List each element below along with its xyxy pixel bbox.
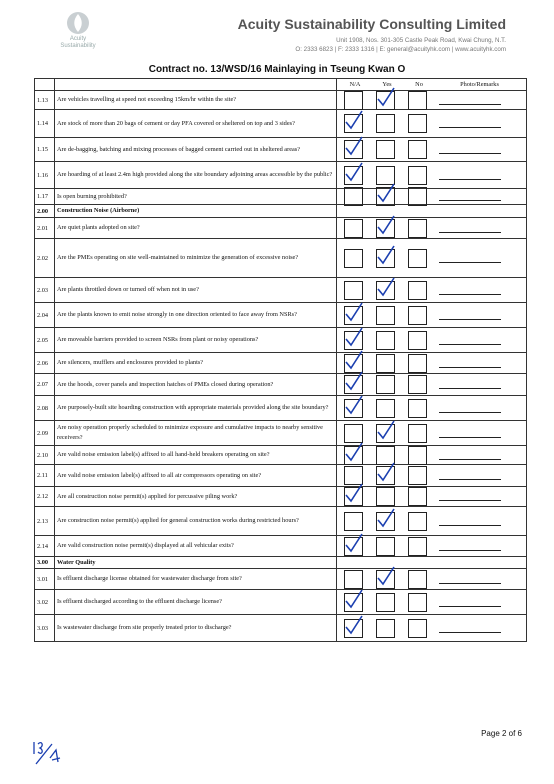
item-number: 2.02: [35, 239, 55, 278]
checkbox-na[interactable]: [344, 187, 363, 206]
table-row: [35, 590, 527, 615]
answer-cell: [337, 328, 527, 353]
checkbox-na[interactable]: [344, 219, 363, 238]
table-row: [35, 91, 527, 110]
checkbox-na[interactable]: [344, 593, 363, 612]
table-row: [35, 421, 527, 446]
table-header-row: [35, 79, 527, 91]
checklist-body: [35, 91, 527, 642]
question-text: Are noisy operation properly scheduled to minimize exposure and cumulative impacts to nearby sensitive receivers?: [55, 421, 337, 446]
table-row: [35, 239, 527, 278]
question-text: Are the PMEs operating on site well-maintained to minimize the generation of excessive noise?: [55, 239, 337, 278]
answer-cell: [337, 189, 527, 205]
remarks-line[interactable]: [439, 359, 501, 368]
table-row: [35, 569, 527, 590]
checkbox-yes[interactable]: [376, 331, 395, 350]
table-row: [35, 303, 527, 328]
checkbox-na[interactable]: [344, 91, 363, 110]
header-question: [55, 79, 337, 91]
table-row: [35, 189, 527, 205]
checkbox-na[interactable]: [344, 166, 363, 185]
page-number: Page 2 of 6: [481, 729, 522, 738]
question-text: Are all construction noise permit(s) applied for percussive piling work?: [55, 487, 337, 507]
answer-cell: [337, 569, 527, 590]
checkbox-no-answer[interactable]: [408, 91, 427, 110]
remarks-line[interactable]: [439, 542, 501, 551]
checkbox-no-answer[interactable]: [408, 466, 427, 485]
checkbox-no-answer[interactable]: [408, 619, 427, 638]
table-row: [35, 278, 527, 303]
checkbox-yes[interactable]: [376, 570, 395, 589]
checkbox-na[interactable]: [344, 375, 363, 394]
checkbox-na[interactable]: [344, 446, 363, 465]
question-text: Are hoarding of at least 2.4m high provided along the site boundary adjoining areas accessible by the public?: [55, 162, 337, 189]
table-row: [35, 138, 527, 162]
answer-cell: [337, 507, 527, 536]
checkbox-na[interactable]: [344, 140, 363, 159]
question-text: Are quiet plants adopted on site?: [55, 218, 337, 239]
address-line: Unit 1908, Nos. 301-305 Castle Peak Road, Kwai Chung, N.T.: [336, 37, 506, 44]
company-name: Acuity Sustainability Consulting Limited: [237, 16, 506, 32]
checkbox-yes[interactable]: [376, 619, 395, 638]
checkbox-no-answer[interactable]: [408, 187, 427, 206]
item-number: 1.15: [35, 138, 55, 162]
remarks-line[interactable]: [439, 429, 501, 438]
item-number: 3.02: [35, 590, 55, 615]
checkbox-no-answer[interactable]: [408, 446, 427, 465]
item-number: 2.04: [35, 303, 55, 328]
checkbox-no-answer[interactable]: [408, 281, 427, 300]
checkbox-na[interactable]: [344, 537, 363, 556]
checkbox-na[interactable]: [344, 570, 363, 589]
remarks-line[interactable]: [439, 451, 501, 460]
section-heading: Construction Noise (Airborne): [55, 205, 337, 218]
answer-cell: [337, 239, 527, 278]
table-row: [35, 446, 527, 465]
answer-cell: [337, 590, 527, 615]
remarks-line[interactable]: [439, 311, 501, 320]
checkbox-yes[interactable]: [376, 281, 395, 300]
question-text: Are valid noise emission label(s) affixed to all hand-held breakers operating on site?: [55, 446, 337, 465]
checkbox-yes[interactable]: [376, 593, 395, 612]
table-row: [35, 328, 527, 353]
answer-cell: [337, 421, 527, 446]
table-row: [35, 218, 527, 239]
checklist-table: [34, 78, 527, 642]
company-address: [295, 36, 506, 54]
checkbox-no-answer[interactable]: [408, 166, 427, 185]
logo-text: Acuity: [69, 36, 87, 42]
checkbox-na[interactable]: [344, 487, 363, 506]
answer-cell: [337, 205, 527, 218]
answer-cell: [337, 446, 527, 465]
header-no-col: No: [415, 81, 423, 88]
remarks-line[interactable]: [439, 336, 501, 345]
table-row: [35, 487, 527, 507]
checkbox-yes[interactable]: [376, 466, 395, 485]
checkbox-yes[interactable]: [376, 375, 395, 394]
contact-line: O: 2333 6823 | F: 2333 1316 | E: general@acuityhk.com | www.acuityhk.com: [295, 46, 506, 53]
checkbox-no-answer[interactable]: [408, 537, 427, 556]
answer-cell: [337, 303, 527, 328]
table-row: [35, 205, 527, 218]
table-row: [35, 536, 527, 557]
item-number: 1.14: [35, 110, 55, 138]
question-text: Are the plants known to emit noise strongly in one direction oriented to face away from NSRs?: [55, 303, 337, 328]
item-number: 2.03: [35, 278, 55, 303]
answer-cell: [337, 91, 527, 110]
item-number: 3.03: [35, 615, 55, 642]
checkbox-no-answer[interactable]: [408, 219, 427, 238]
answer-cell: [337, 487, 527, 507]
table-row: [35, 507, 527, 536]
table-row: [35, 396, 527, 421]
checkbox-no-answer[interactable]: [408, 487, 427, 506]
table-row: [35, 615, 527, 642]
remarks-line[interactable]: [439, 254, 501, 263]
checkbox-yes[interactable]: [376, 114, 395, 133]
handwritten-note: [30, 738, 64, 768]
header-yes: Yes: [382, 81, 392, 88]
question-text: Are stock of more than 20 bags of cement or day PFA covered or sheltered on top and 3 sides?: [55, 110, 337, 138]
question-text: Are de-bagging, batching and mixing processes of bagged cement carried out in sheltered areas?: [55, 138, 337, 162]
remarks-line[interactable]: [439, 598, 501, 607]
checkbox-na[interactable]: [344, 399, 363, 418]
checkbox-yes[interactable]: [376, 424, 395, 443]
page-title: Contract no. 13/WSD/16 Mainlaying in Tseung Kwan O: [148, 64, 406, 75]
remarks-line[interactable]: [439, 119, 501, 128]
item-number: 1.13: [35, 91, 55, 110]
section-heading: Water Quality: [55, 557, 337, 569]
item-number: 2.11: [35, 465, 55, 487]
question-text: Are vehicles travelling at speed not exceeding 15km/hr within the site?: [55, 91, 337, 110]
remarks-line[interactable]: [439, 171, 501, 180]
item-number: 2.05: [35, 328, 55, 353]
question-text: Are purposely-built site hoarding construction with appropriate materials provided along the site boundary?: [55, 396, 337, 421]
remarks-line[interactable]: [439, 224, 501, 233]
checkbox-yes[interactable]: [376, 487, 395, 506]
remarks-line[interactable]: [439, 492, 501, 501]
item-number: 2.01: [35, 218, 55, 239]
item-number: 2.07: [35, 374, 55, 396]
answer-cell: [337, 615, 527, 642]
question-text: Is open burning prohibited?: [55, 189, 337, 205]
checkbox-na[interactable]: [344, 281, 363, 300]
item-number: 3.00: [35, 557, 55, 569]
item-number: 2.13: [35, 507, 55, 536]
checkbox-no-answer[interactable]: [408, 512, 427, 531]
question-text: Are silencers, mufflers and enclosures provided to plants?: [55, 353, 337, 374]
checkbox-yes[interactable]: [376, 249, 395, 268]
checkbox-yes[interactable]: [376, 187, 395, 206]
item-number: 2.06: [35, 353, 55, 374]
table-row: [35, 465, 527, 487]
item-number: 1.16: [35, 162, 55, 189]
question-text: Is effluent discharge license obtained for wastewater discharge from site?: [55, 569, 337, 590]
answer-cell: [337, 465, 527, 487]
answer-cell: [337, 138, 527, 162]
company-logo: [58, 10, 98, 58]
checkbox-no-answer[interactable]: [408, 140, 427, 159]
checkbox-yes[interactable]: [376, 399, 395, 418]
table-row: [35, 162, 527, 189]
remarks-line[interactable]: [439, 286, 501, 295]
remarks-line[interactable]: [439, 145, 501, 154]
item-number: 2.12: [35, 487, 55, 507]
checkbox-no-answer[interactable]: [408, 249, 427, 268]
checkbox-na[interactable]: [344, 114, 363, 133]
answer-cell: [337, 162, 527, 189]
question-text: Are plants throttled down or turned off when not in use?: [55, 278, 337, 303]
answer-cell: [337, 374, 527, 396]
answer-cell: [337, 536, 527, 557]
item-number: 2.14: [35, 536, 55, 557]
table-row: [35, 110, 527, 138]
remarks-line[interactable]: [439, 96, 501, 105]
answer-cell: [337, 218, 527, 239]
remarks-line[interactable]: [439, 517, 501, 526]
item-number: 2.00: [35, 205, 55, 218]
answer-cell: [337, 396, 527, 421]
checkbox-yes[interactable]: [376, 140, 395, 159]
question-text: Is wastewater discharge from site properly treated prior to discharge?: [55, 615, 337, 642]
item-number: 2.08: [35, 396, 55, 421]
checkbox-yes[interactable]: [376, 537, 395, 556]
question-text: Is effluent discharged according to the effluent discharge license?: [55, 590, 337, 615]
logo-icon: [65, 10, 91, 36]
remarks-line[interactable]: [439, 380, 501, 389]
checkbox-yes[interactable]: [376, 354, 395, 373]
item-number: 1.17: [35, 189, 55, 205]
checkbox-na[interactable]: [344, 249, 363, 268]
item-number: 3.01: [35, 569, 55, 590]
remarks-line[interactable]: [439, 192, 501, 201]
question-text: Are moveable barriers provided to screen NSRs from plant or noisy operations?: [55, 328, 337, 353]
header-remarks: Photo/Remarks: [460, 81, 499, 88]
answer-cell: [337, 353, 527, 374]
checkbox-no-answer[interactable]: [408, 114, 427, 133]
checkbox-no-answer[interactable]: [408, 570, 427, 589]
checkbox-na[interactable]: [344, 619, 363, 638]
item-number: 2.10: [35, 446, 55, 465]
checkbox-no-answer[interactable]: [408, 354, 427, 373]
item-number: 2.09: [35, 421, 55, 446]
table-row: [35, 374, 527, 396]
checkbox-yes[interactable]: [376, 91, 395, 110]
table-row: [35, 557, 527, 569]
answer-cell: [337, 557, 527, 569]
checkbox-no-answer[interactable]: [408, 593, 427, 612]
header-na: N/A: [349, 81, 361, 88]
checkbox-yes[interactable]: [376, 512, 395, 531]
checkbox-na[interactable]: [344, 331, 363, 350]
checkbox-na[interactable]: [344, 512, 363, 531]
remarks-line[interactable]: [439, 471, 501, 480]
answer-cell: [337, 278, 527, 303]
remarks-line[interactable]: [439, 575, 501, 584]
checkbox-no-answer[interactable]: [408, 306, 427, 325]
checkbox-no-answer[interactable]: [408, 424, 427, 443]
checkbox-no-answer[interactable]: [408, 331, 427, 350]
question-text: Are construction noise permit(s) applied for general construction works during restricted hours?: [55, 507, 337, 536]
checkbox-na[interactable]: [344, 306, 363, 325]
checkbox-no-answer[interactable]: [408, 375, 427, 394]
header-no: [35, 79, 55, 91]
question-text: Are the hoods, cover panels and inspection hatches of PMEs closed during operation?: [55, 374, 337, 396]
remarks-line[interactable]: [439, 404, 501, 413]
logo-subtext: Sustainability: [60, 43, 96, 49]
question-text: Are valid noise emission label(s) affixed to all air compressors operating on site?: [55, 465, 337, 487]
letterhead: [0, 0, 554, 62]
checkbox-yes[interactable]: [376, 306, 395, 325]
answer-cell: [337, 110, 527, 138]
table-row: [35, 353, 527, 374]
question-text: Are valid construction noise permit(s) displayed at all vehicular exits?: [55, 536, 337, 557]
checkbox-no-answer[interactable]: [408, 399, 427, 418]
remarks-line[interactable]: [439, 624, 501, 633]
header-options: [337, 79, 527, 91]
checkbox-yes[interactable]: [376, 219, 395, 238]
